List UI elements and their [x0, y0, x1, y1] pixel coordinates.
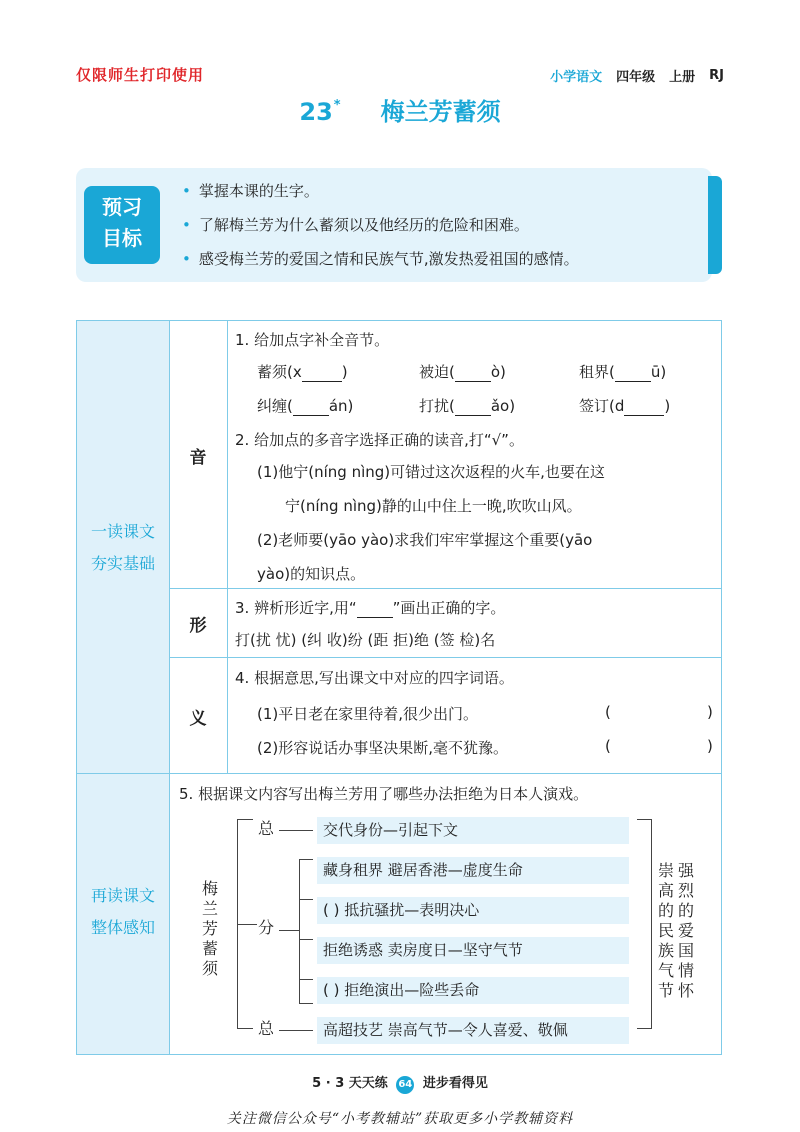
- summary-char: 国: [677, 941, 694, 960]
- diagram-box: 高超技艺 崇高气节—令人喜爱、敬佩: [317, 1017, 629, 1044]
- q3-choices: 打(扰 忧) (纠 收)纷 (距 拒)绝 (签 检)名: [235, 631, 496, 649]
- diagram-box: 藏身租界 避居香港—虚度生命: [317, 857, 629, 884]
- diagram-box-answer[interactable]: ( ) 拒绝演出—险些丢命: [317, 977, 629, 1004]
- fen-label: 分: [257, 918, 274, 937]
- summary-char: 民: [657, 921, 674, 940]
- goals-badge-line1: 预习: [102, 195, 142, 219]
- answer-blank[interactable]: [615, 363, 651, 382]
- question-5: 5. 根据课文内容写出梅兰芳用了哪些办法拒绝为日本人演戏。: [179, 785, 589, 803]
- question-3: 3. 辨析形近字,用“ ”画出正确的字。: [235, 599, 506, 617]
- lesson-number: 23: [299, 98, 333, 126]
- q1-item: 被迫( ò): [419, 363, 506, 381]
- q4-answer-close: ): [707, 737, 713, 755]
- question-4: 4. 根据意思,写出课文中对应的四字词语。: [235, 669, 514, 687]
- summary-char: 强: [677, 861, 694, 880]
- grade-label: 四年级: [616, 70, 656, 85]
- root-char: 须: [201, 959, 218, 978]
- q2-line: 宁(níng nìng)静的山中住上一晚,吹吹山风。: [285, 497, 582, 515]
- question-1: 1. 给加点字补全音节。: [235, 331, 390, 349]
- section1-label-line1: 一读课文: [90, 522, 155, 541]
- root-char: 芳: [201, 919, 218, 938]
- book-info: [550, 66, 724, 85]
- q1-item: 蓄须(x ): [257, 363, 348, 381]
- summary-char: 怀: [677, 981, 694, 1000]
- subject-label: 小学语文: [550, 70, 603, 85]
- q4-answer-open[interactable]: (: [605, 703, 611, 721]
- goals-side-tab: [708, 176, 722, 274]
- lesson-name: 梅兰芳蓄须: [380, 98, 501, 126]
- bottom-promo-note: 关注微信公众号“小考教辅站”获取更多小学教辅资料: [226, 1111, 574, 1127]
- goal-item: • 感受梅兰芳的爱国之情和民族气节,激发热爱祖国的感情。: [182, 248, 579, 269]
- section1-label-line2: 夯实基础: [90, 554, 155, 573]
- footer-slogan: 进步看得见: [422, 1076, 488, 1091]
- sound-label: 音: [189, 448, 207, 468]
- goals-badge-line2: 目标: [102, 226, 142, 250]
- summary-char: 情: [677, 961, 694, 980]
- lesson-title: [0, 92, 800, 127]
- summary-char: 爱: [677, 921, 694, 940]
- preview-goals-box: [76, 168, 712, 282]
- q4-item-2: (2)形容说话办事坚决果断,毫不犹豫。: [257, 739, 509, 757]
- summary-char: 族: [657, 941, 674, 960]
- zong-label-top: 总: [257, 819, 274, 838]
- root-char: 兰: [201, 899, 218, 918]
- summary-char: 高: [657, 881, 674, 900]
- footer-series: 5 · 3 天天练: [312, 1076, 388, 1091]
- summary-char: 烈: [677, 881, 694, 900]
- print-watermark: 仅限师生打印使用: [76, 66, 205, 84]
- goal-item: • 了解梅兰芳为什么蓄须以及他经历的危险和困难。: [182, 214, 529, 235]
- goals-badge: [84, 186, 160, 264]
- root-char: 梅: [201, 879, 218, 898]
- goal-item: • 掌握本课的生字。: [182, 180, 319, 201]
- answer-blank[interactable]: [302, 363, 342, 382]
- diagram-box: 拒绝诱惑 卖房度日—坚守气节: [317, 937, 629, 964]
- q4-item-1: (1)平日老在家里待着,很少出门。: [257, 705, 479, 723]
- q4-answer-open[interactable]: (: [605, 737, 611, 755]
- answer-blank[interactable]: [293, 397, 329, 416]
- q2-line: yào)的知识点。: [257, 565, 366, 583]
- answer-blank[interactable]: [455, 397, 491, 416]
- diagram-box-answer[interactable]: ( ) 抵抗骚扰—表明决心: [317, 897, 629, 924]
- q2-line: (2)老师要(yāo yào)求我们牢牢掌握这个重要(yāo: [257, 531, 593, 549]
- zong-label-bottom: 总: [257, 1019, 274, 1038]
- summary-char: 的: [677, 901, 694, 920]
- q1-item: 纠缠( án): [257, 397, 354, 415]
- page-number: 64: [396, 1076, 414, 1094]
- diagram-box: 交代身份—引起下文: [317, 817, 629, 844]
- question-2: 2. 给加点的多音字选择正确的读音,打“√”。: [235, 431, 524, 449]
- summary-char: 节: [657, 981, 674, 1000]
- optional-mark: *: [333, 98, 341, 113]
- q1-item: 签订(d ): [579, 397, 671, 415]
- summary-char: 的: [657, 901, 674, 920]
- exercise-table: [76, 320, 722, 1055]
- meaning-label: 义: [189, 709, 207, 729]
- page-footer: [0, 1072, 800, 1094]
- section2-label-line1: 再读课文: [90, 886, 155, 905]
- section1-label-cell: [77, 321, 169, 773]
- q1-item: 打扰( ǎo): [419, 397, 516, 415]
- q2-line: (1)他宁(níng nìng)可错过这次返程的火车,也要在这: [257, 463, 605, 481]
- volume-label: 上册: [669, 70, 696, 85]
- shape-label: 形: [189, 616, 207, 636]
- edition-label: RJ: [709, 68, 724, 83]
- answer-blank[interactable]: [624, 397, 664, 416]
- summary-char: 气: [657, 961, 674, 980]
- q1-item: 租界( ū): [579, 363, 667, 381]
- q4-answer-close: ): [707, 703, 713, 721]
- root-char: 蓄: [201, 939, 218, 958]
- section2-label-line2: 整体感知: [90, 918, 155, 937]
- summary-char: 崇: [657, 861, 674, 880]
- answer-blank[interactable]: [455, 363, 491, 382]
